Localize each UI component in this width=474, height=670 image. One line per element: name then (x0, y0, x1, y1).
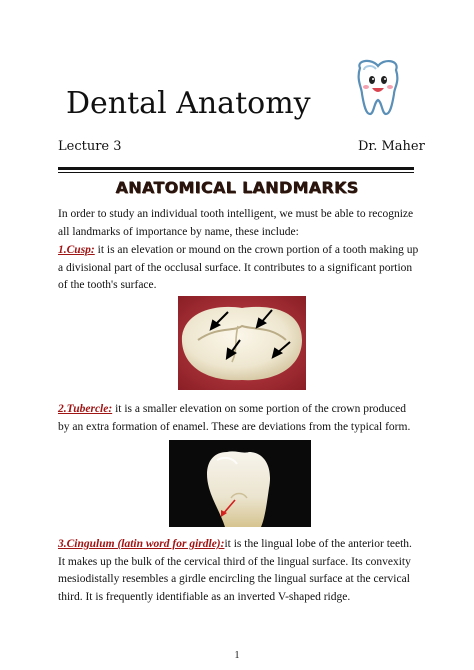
page-number: 1 (234, 650, 240, 661)
document-title: Dental Anatomy (66, 86, 311, 121)
tooth-mascot-icon (350, 58, 406, 116)
header-divider (58, 167, 414, 170)
cusp-paragraph (58, 242, 420, 295)
tubercle-definition: it is a smaller elevation on some portion of the crown produced by an extra formation of enamel. These are deviations from the typical form. (58, 403, 411, 433)
tubercle-paragraph (58, 401, 420, 436)
header-divider-thin (58, 172, 414, 173)
intro-paragraph: In order to study an individual tooth intelligent, we must be able to recognize all landmarks of importance by name, these include: (58, 208, 414, 238)
cingulum-paragraph (58, 536, 420, 606)
cingulum-term: 3.Cingulum (latin word for girdle): (58, 538, 225, 550)
tubercle-photo (169, 440, 311, 527)
cingulum-definition: it is the lingual lobe of the anterior teeth. It makes up the bulk of the cervical third of the lingual surface. Its convexity mesiodistally resembles a girdle encircling the lingual surface at the cervical third. It is frequently identifiable as an inverted V-shaped ridge. (58, 538, 412, 603)
author-name: Dr. Maher (358, 139, 425, 154)
cusp-term: 1.Cusp: (58, 244, 95, 256)
cusp-photo (178, 296, 306, 390)
cusp-definition: it is an elevation or mound on the crown portion of a tooth making up a divisional part of the occlusal surface. It contributes to a significant portion of the tooth's surface. (58, 244, 419, 291)
tubercle-term: 2.Tubercle: (58, 403, 113, 415)
section-heading: ANATOMICAL LANDMARKS (115, 178, 359, 197)
lecture-number: Lecture 3 (58, 139, 122, 154)
